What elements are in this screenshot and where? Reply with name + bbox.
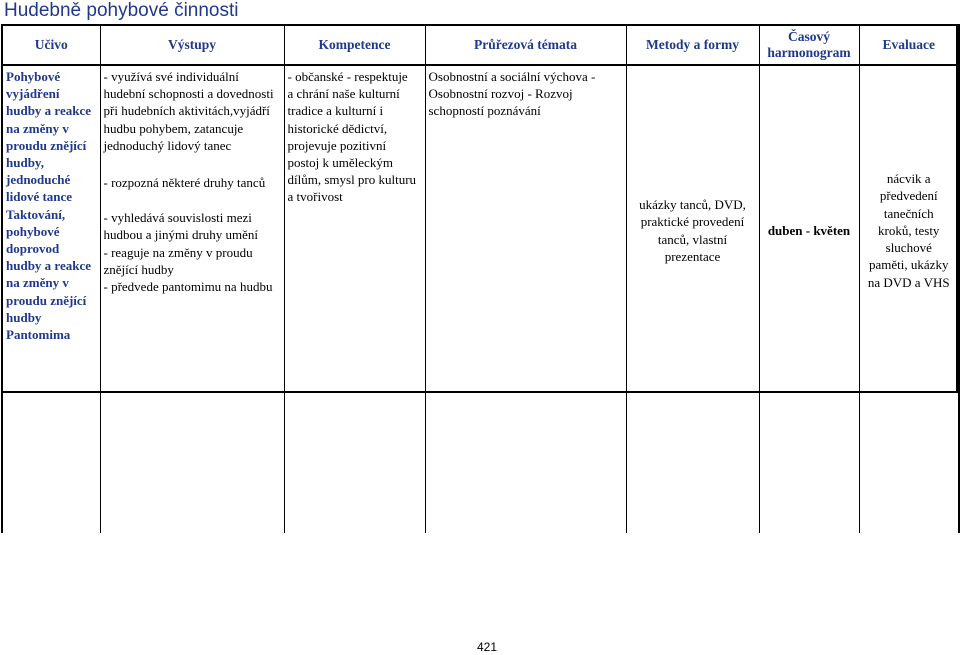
prurezova-line: schopností poznávání — [428, 103, 541, 119]
vystupy-line: při hudebních aktivitách,vyjádří — [103, 103, 270, 119]
ucivo-line: na změny v — [6, 275, 69, 291]
vystupy-line: hudbu pohybem, zatancuje — [103, 120, 244, 136]
ucivo-line: Pohybové — [6, 69, 61, 84]
header-prurezova-temata: Průřezová témata — [425, 25, 626, 65]
vystupy-line: jednoduchý lidový tanec — [103, 137, 232, 153]
ucivo-line: lidové tance — [6, 189, 73, 205]
ucivo-line: hudby — [6, 309, 42, 325]
kompetence-line: projevuje pozitivní — [287, 137, 387, 153]
vystupy-line: - vyhledává souvislosti mezi — [103, 210, 252, 226]
evaluace-line: na DVD a VHS — [867, 274, 950, 290]
table-frame — [1, 24, 958, 393]
kompetence-line: historické dědictví, — [287, 120, 388, 136]
ucivo-line: vyjádření — [6, 86, 60, 102]
evaluace-line: předvedení — [879, 188, 938, 204]
metody-line: prezentace — [664, 248, 721, 264]
evaluace-line: nácvik a — [886, 171, 931, 187]
evaluace-line: sluchové — [885, 240, 932, 256]
header-metody-a-formy: Metody a formy — [626, 25, 759, 65]
header-kompetence: Kompetence — [284, 25, 425, 65]
header-casovy-line-1: Časový — [787, 29, 830, 44]
vystupy-line: - rozpozná některé druhy tanců — [103, 175, 266, 191]
header-ucivo: Učivo — [2, 25, 100, 65]
kompetence-line: a chrání naše kulturní — [287, 86, 400, 102]
kompetence-line: dílům, smysl pro kulturu — [287, 172, 417, 188]
kompetence-line: a tvořivost — [287, 189, 343, 205]
vystupy-line: znějící hudby — [103, 261, 174, 277]
ucivo-line: jednoduché — [6, 172, 71, 188]
header-vystupy: Výstupy — [100, 25, 284, 65]
metody-line: ukázky tanců, DVD, — [639, 197, 746, 213]
kompetence-line: postoj k uměleckým — [287, 155, 393, 171]
vystupy-line: - využívá své individuální — [103, 69, 239, 84]
vystupy-line: - reaguje na změny v proudu — [103, 244, 253, 260]
ucivo-line: proudu znějící — [6, 292, 87, 308]
ucivo-line: pohybové — [6, 223, 60, 239]
header-casovy-line-2: harmonogram — [767, 45, 851, 60]
page-title: Hudebně pohybové činnosti — [4, 0, 239, 21]
ucivo-line: Pantomima — [6, 327, 71, 343]
ucivo-line: hudby a reakce — [6, 103, 91, 119]
vystupy-line: hudební schopnosti a dovednosti — [103, 86, 274, 102]
metody-line: praktické provedení — [640, 214, 745, 230]
ucivo-line: Taktování, — [6, 206, 66, 222]
ucivo-line: na změny v — [6, 120, 69, 136]
page-number: 421 — [476, 640, 498, 654]
header-evaluace: Evaluace — [859, 25, 959, 65]
evaluace-line: tanečních — [883, 205, 934, 221]
vystupy-line: hudbou a jinými druhy umění — [103, 227, 259, 243]
vystupy-line: - předvede pantomimu na hudbu — [103, 279, 273, 295]
evaluace-line: kroků, testy — [878, 222, 940, 238]
prurezova-line: Osobnostní a sociální výchova - — [428, 69, 596, 84]
kompetence-line: tradice a kulturní i — [287, 103, 384, 119]
metody-line: tanců, vlastní — [657, 231, 728, 247]
evaluace-line: paměti, ukázky — [869, 257, 949, 273]
ucivo-line: proudu znějící — [6, 137, 87, 153]
prurezova-line: Osobnostní rozvoj - Rozvoj — [428, 86, 573, 102]
ucivo-line: hudby a reakce — [6, 258, 91, 274]
kompetence-line: - občanské - respektuje — [287, 69, 408, 84]
harmonogram-value: duben - květen — [767, 222, 851, 238]
ucivo-line: doprovod — [6, 241, 60, 257]
ucivo-line: hudby, — [6, 155, 44, 171]
